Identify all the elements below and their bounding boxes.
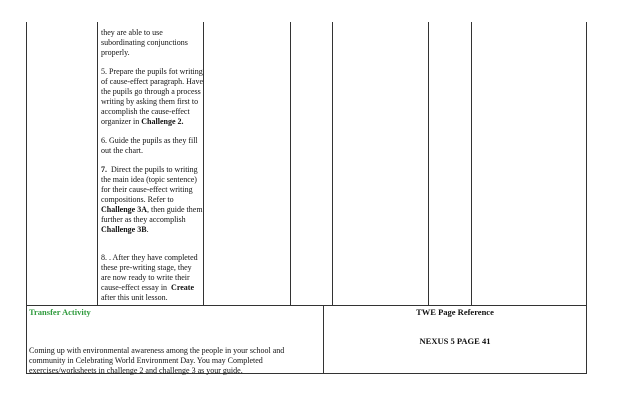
twe-page-reference-title: TWE Page Reference (416, 307, 494, 317)
twe-page-reference-value: NEXUS 5 PAGE 41 (419, 336, 491, 346)
procedure-continuation (101, 28, 203, 58)
column-divider (203, 22, 204, 306)
step-bold-text: Challenge 2. (141, 117, 184, 126)
step-text: they are able to use subordinating conjunctions properly. (101, 28, 190, 57)
column-divider (471, 22, 472, 306)
procedure-step-5 (101, 67, 206, 127)
table-left-border (26, 22, 27, 374)
column-divider (97, 22, 98, 306)
step-text: after this unit lesson. (101, 283, 198, 302)
step-text: 8. . After they have completed these pre-writing stage, they are now ready to write their cause-effect essay in (101, 253, 200, 292)
column-divider (332, 22, 333, 306)
procedure-steps (101, 28, 206, 312)
step-text: 6. Guide the pupils as they fill out the chart. (101, 136, 200, 155)
step-bold-text: Challenge 3A (101, 205, 147, 214)
step-bold-text: Challenge 3B (101, 225, 147, 234)
step-text: , then guide them further as they accomplish (101, 205, 205, 224)
procedure-step-6 (101, 136, 203, 156)
procedure-step-8 (101, 253, 203, 303)
step-bold-text: Create (171, 283, 194, 292)
step-bold-text: 7. (101, 165, 107, 174)
procedure-step-7 (101, 165, 203, 235)
table-right-border (586, 22, 587, 374)
step-text: Direct the pupils to writing the main idea (topic sentence) for their cause-effect writing compositions. Refer to (101, 165, 200, 204)
transfer-activity-body: Coming up with environmental awareness among the people in your school and community in Celebrating World Environment Day. You may Completed exercises/worksheets in challenge 2 and challenge 3 as your guide. (29, 346, 285, 375)
column-divider (290, 22, 291, 306)
step-text: 5. Prepare the pupils fot writing of cause-effect paragraph. Have the pupils go through a process writing by asking them first to accomplish the cause-effect organizer in (101, 67, 206, 126)
column-divider (428, 22, 429, 306)
transfer-activity-title: Transfer Activity (29, 307, 91, 317)
step-text: . (146, 225, 149, 234)
